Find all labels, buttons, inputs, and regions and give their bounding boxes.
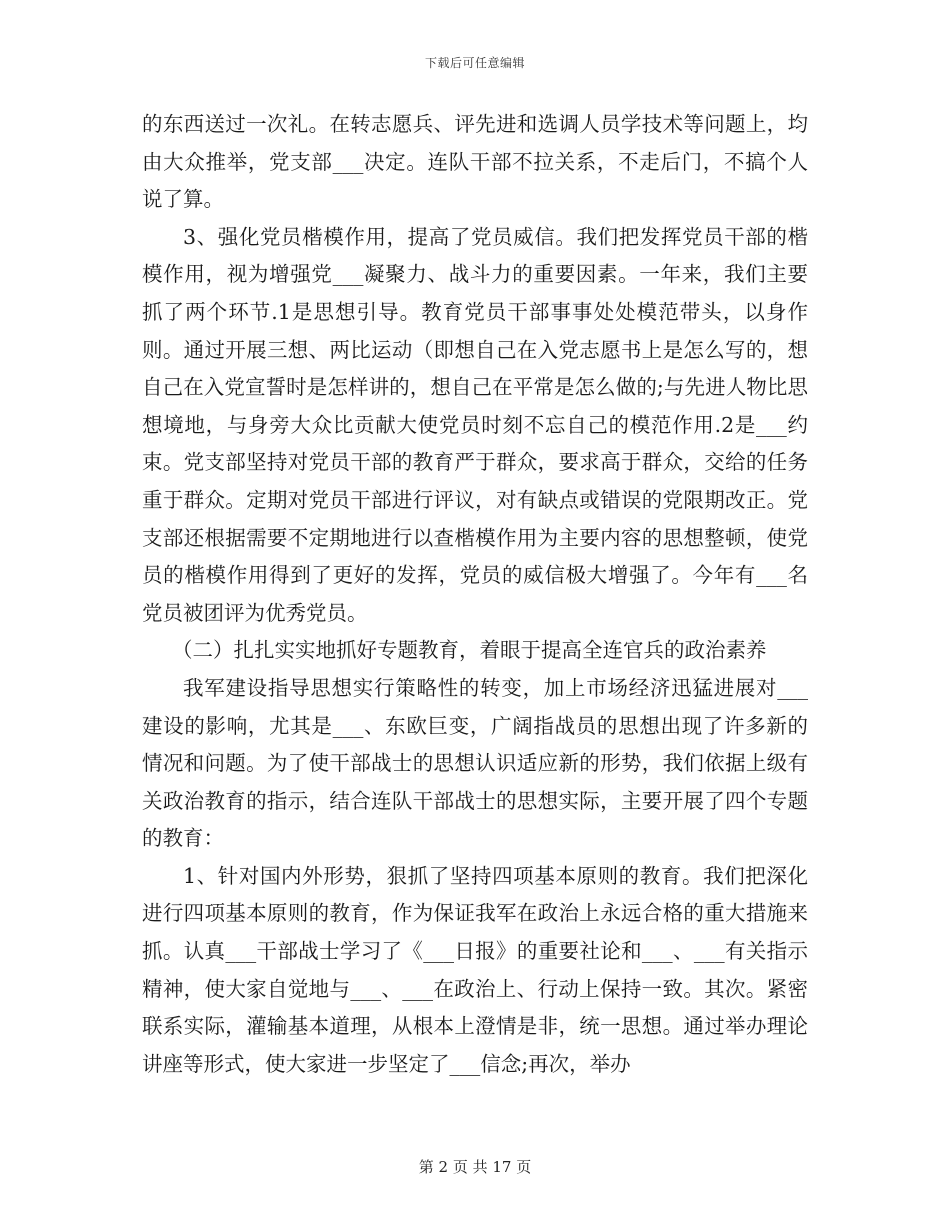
paragraph-continuation: 的东西送过一次礼。在转志愿兵、评先进和选调人员学技术等问题上，均由大众推举，党支部___决定。连队干部不拉关系，不走后门，不搞个人说了算。 [142,112,808,212]
page-header-note: 下载后可任意编辑 [424,56,525,70]
section-heading-special-education: （二）扎扎实实地抓好专题教育，着眼于提高全连官兵的政治素养 [172,638,767,663]
document-body [142,106,808,1083]
page-number-footer: 第 2 页 共 17 页 [418,1158,532,1176]
paragraph-party-member-role: 3、强化党员楷模作用，提高了党员威信。我们把发挥党员干部的楷模作用，视为增强党___凝聚力、战斗力的重要因素。一年来，我们主要抓了两个环节.1是思想引导。教育党员干部事事处处模范带头，以身作则。通过开展三想、两比运动（即想自己在入党志愿书上是怎么写的，想自己在入党宣誓时是怎样讲的，想自己在平常是怎么做的;与先进人物比思想境地，与身旁大众比贡献大使党员时刻不忘自己的模范作用.2是___约束。党支部坚持对党员干部的教育严于群众，要求高于群众，交给的任务重于群众。定期对党员干部进行评议，对有缺点或错误的党限期改正。党支部还根据需要不定期地进行以查楷模作用为主要内容的思想整顿，使党员的楷模作用得到了更好的发挥，党员的威信极大增强了。今年有___名党员被团评为优秀党员。 [142,224,808,625]
paragraph-guiding-thought: 我军建设指导思想实行策略性的转变，加上市场经济迅猛进展对___建设的影响，尤其是___、东欧巨变，广阔指战员的思想出现了许多新的情况和问题。为了使干部战士的思想认识适应新的形势，我们依据上级有关政治教育的指示，结合连队干部战士的思想实际，主要开展了四个专题的教育： [142,675,808,851]
paragraph-four-principles: 1、针对国内外形势，狠抓了坚持四项基本原则的教育。我们把深化进行四项基本原则的教育，作为保证我军在政治上永远合格的重大措施来抓。认真___干部战士学习了《___日报》的重要社论和___、___有关指示精神，使大家自觉地与___、___在政治上、行动上保持一致。其次。紧密联系实际，灌输基本道理，从根本上澄情是非，统一思想。通过举办理论讲座等形式，使大家进一步坚定了___信念;再次，举办 [142,863,808,1076]
